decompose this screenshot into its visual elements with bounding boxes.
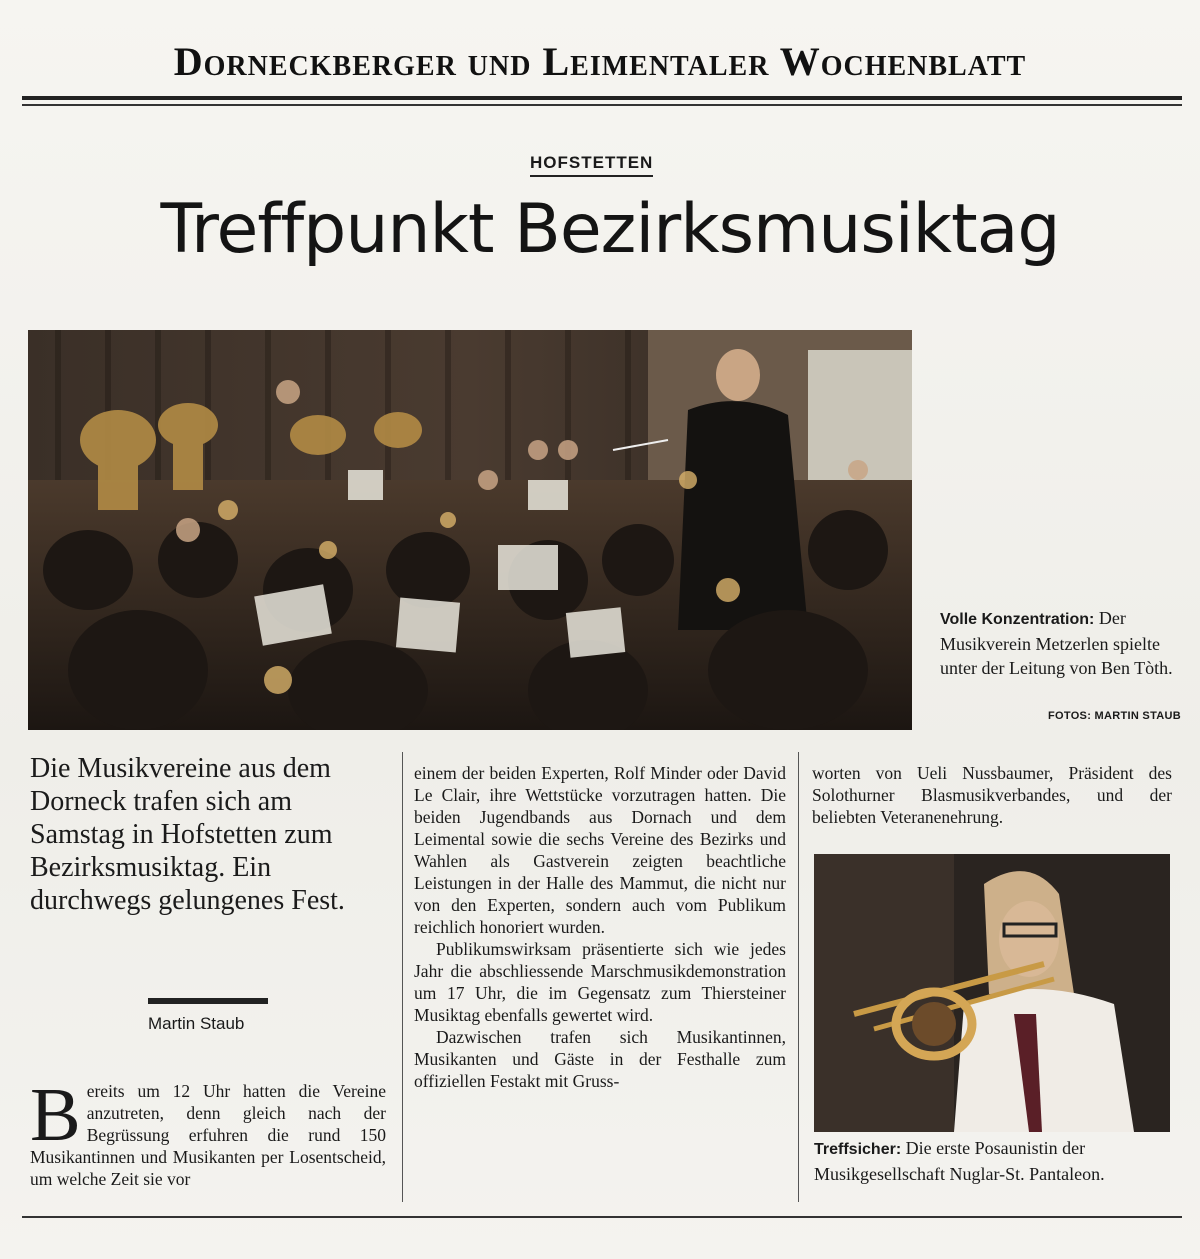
lead-paragraph: Die Musikvereine aus dem Dorneck trafen sich am Samstag in Hofstetten zum Bezirksmusiktag. Ein durchwegs gelungenes Fest. [30, 753, 345, 916]
caption2-text: Die erste Posaunistin der Musikgesellschaft Nuglar-St. Pantaleon. [814, 1138, 1105, 1184]
main-photo [28, 330, 912, 730]
column-divider [402, 752, 403, 1202]
masthead-rule [22, 96, 1182, 100]
col3-text: worten von Ueli Nussbaumer, Präsident des Solothurner Blasmusikverbandes, und der beliebten Veteranenehrung. [812, 763, 1172, 827]
col2-paragraph-1: einem der beiden Experten, Rolf Minder oder David Le Clair, ihre Wettstücke vorzutragen hatten. Die beiden Jugendbands aus Dornach und dem Leimental sowie die sechs Vereine des Bezirks und Wahlen als Gastverein zeigten beachtliche Leistungen in der Halle des Mammut, die nicht nur von den Experten, sondern auch vom Publikum reichlich honoriert wurden. [414, 763, 786, 937]
drop-cap: B [30, 1073, 81, 1157]
masthead-rule-thin [22, 104, 1182, 106]
col2-paragraph-2: Publikumswirksam präsentierte sich wie jedes Jahr die abschliessende Marschmusikdemonstration um 17 Uhr, die im Gegensatz zum Thiersteiner Musiktag ebenfalls gewertet wird. [414, 939, 786, 1025]
main-photo-caption [940, 606, 1180, 680]
body-column-1 [30, 1073, 386, 1190]
byline-rule [148, 998, 268, 1004]
caption-bold: Volle Konzentration: [940, 611, 1095, 628]
caption-text: Der Musikverein Metzerlen spielte unter der Leitung von Ben Tòth. [940, 608, 1173, 678]
body-column-2 [414, 762, 786, 1092]
trombone-photo-caption [814, 1136, 1176, 1186]
body-column-3 [812, 762, 1172, 828]
section-rubric: HOFSTETTEN [530, 153, 653, 177]
author-byline: Martin Staub [148, 1014, 245, 1033]
caption2-bold: Treffsicher: [814, 1141, 902, 1158]
headline: Treffpunkt Bezirksmusiktag [160, 190, 1060, 269]
masthead: Dorneckberger und Leimentaler Wochenblatt [173, 39, 1027, 84]
col1-text: ereits um 12 Uhr hatten die Vereine anzutreten, denn gleich nach der Begrüssung erfuhren die rund 150 Musikantinnen und Musikanten per Losentscheid, um welche Zeit sie vor [30, 1081, 386, 1189]
bottom-rule [22, 1216, 1182, 1218]
col2-paragraph-3: Dazwischen trafen sich Musikantinnen, Musikanten und Gäste in der Festhalle zum offiziellen Festakt mit Gruss- [414, 1027, 786, 1091]
trombone-photo [814, 854, 1170, 1132]
photo-credit: FOTOS: MARTIN STAUB [1048, 710, 1182, 722]
column-divider-2 [798, 752, 799, 1202]
